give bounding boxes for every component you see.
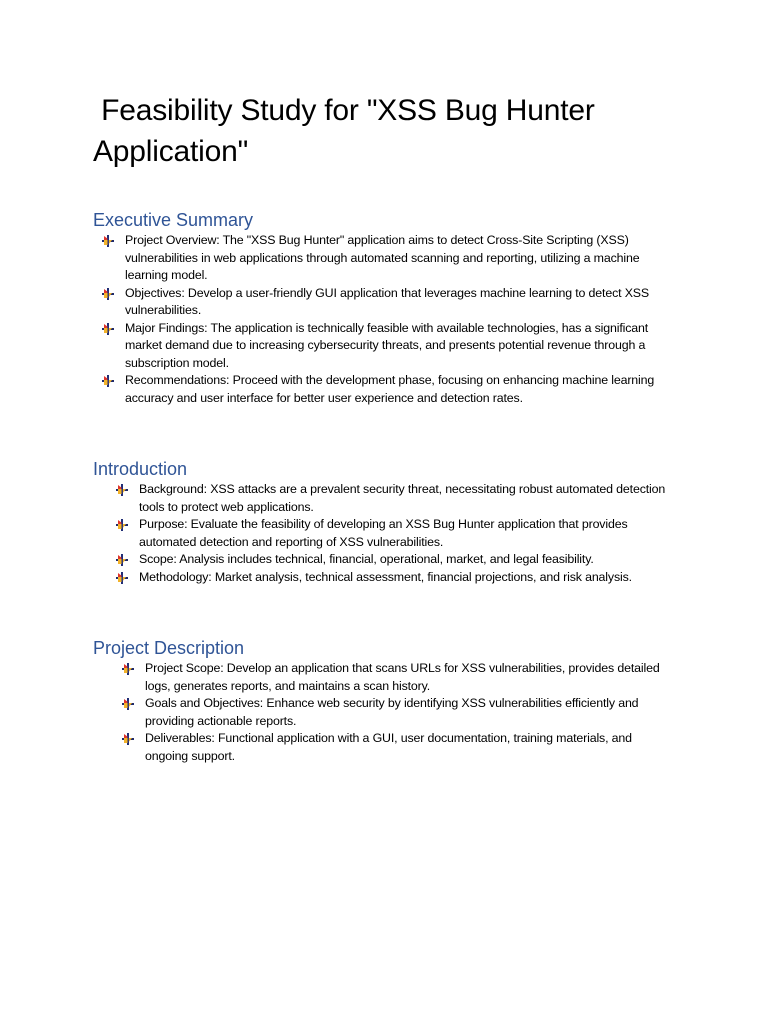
list-item: [139, 516, 678, 551]
document-title-line-2: Application": [93, 135, 249, 168]
document-title-line-1: Feasibility Study for "XSS Bug Hunter: [93, 94, 595, 127]
arrow-bullet-icon: [101, 287, 115, 301]
list-item-text: Scope: Analysis includes technical, financial, operational, market, and legal feasibility.: [139, 552, 594, 566]
arrow-bullet-icon: [115, 483, 129, 497]
list-item: [145, 695, 678, 730]
list-item-text: Project Scope: Develop an application that scans URLs for XSS vulnerabilities, provides detailed logs, generates reports, and maintains a scan history.: [145, 661, 660, 693]
introduction-list: [93, 481, 678, 586]
list-item-text: Deliverables: Functional application with a GUI, user documentation, training materials, and ongoing support.: [145, 731, 632, 763]
list-item-text: Objectives: Develop a user-friendly GUI application that leverages machine learning to detect XSS vulnerabilities.: [125, 285, 650, 317]
list-item: [125, 372, 678, 407]
list-item-text: Purpose: Evaluate the feasibility of developing an XSS Bug Hunter application that provides automated detection and reporting of XSS vulnerabilities.: [139, 517, 628, 549]
arrow-bullet-icon: [101, 234, 115, 248]
arrow-bullet-icon: [115, 571, 129, 585]
list-item: [139, 551, 678, 569]
list-item: [139, 569, 678, 587]
section-heading-introduction: Introduction: [93, 459, 188, 479]
list-item-text: Goals and Objectives: Enhance web security by identifying XSS vulnerabilities efficiently and providing actionable reports.: [145, 696, 639, 728]
list-item: [145, 660, 678, 695]
arrow-bullet-icon: [101, 374, 115, 388]
arrow-bullet-icon: [121, 697, 135, 711]
arrow-bullet-icon: [115, 553, 129, 567]
arrow-bullet-icon: [115, 518, 129, 532]
section-heading-project-description: Project Description: [93, 638, 245, 658]
list-item-text: Major Findings: The application is technically feasible with available technologies, has a significant market demand due to increasing cybersecurity threats, and presents potential revenue through a subscription model.: [125, 320, 649, 370]
list-item-text: Background: XSS attacks are a prevalent security threat, necessitating robust automated detection tools to protect web applications.: [139, 482, 666, 514]
list-item-text: Recommendations: Proceed with the development phase, focusing on enhancing machine learning accuracy and user interface for better user experience and detection rates.: [125, 373, 655, 405]
arrow-bullet-icon: [121, 662, 135, 676]
list-item-text: Methodology: Market analysis, technical assessment, financial projections, and risk analysis.: [139, 569, 632, 584]
list-item: [125, 285, 678, 320]
list-item: [139, 481, 678, 516]
list-item: [145, 730, 678, 765]
executive-summary-list: [93, 232, 678, 407]
list-item: [125, 232, 678, 285]
arrow-bullet-icon: [101, 322, 115, 336]
list-item: [125, 320, 678, 373]
document-title: [93, 90, 678, 172]
arrow-bullet-icon: [121, 732, 135, 746]
section-heading-executive-summary: Executive Summary: [93, 210, 254, 230]
project-description-list: [93, 660, 678, 765]
list-item-text: Project Overview: The "XSS Bug Hunter" application aims to detect Cross-Site Scripting (XSS) vulnerabilities in web applications through automated scanning and reporting, utilizing a machine learning model.: [125, 233, 640, 282]
